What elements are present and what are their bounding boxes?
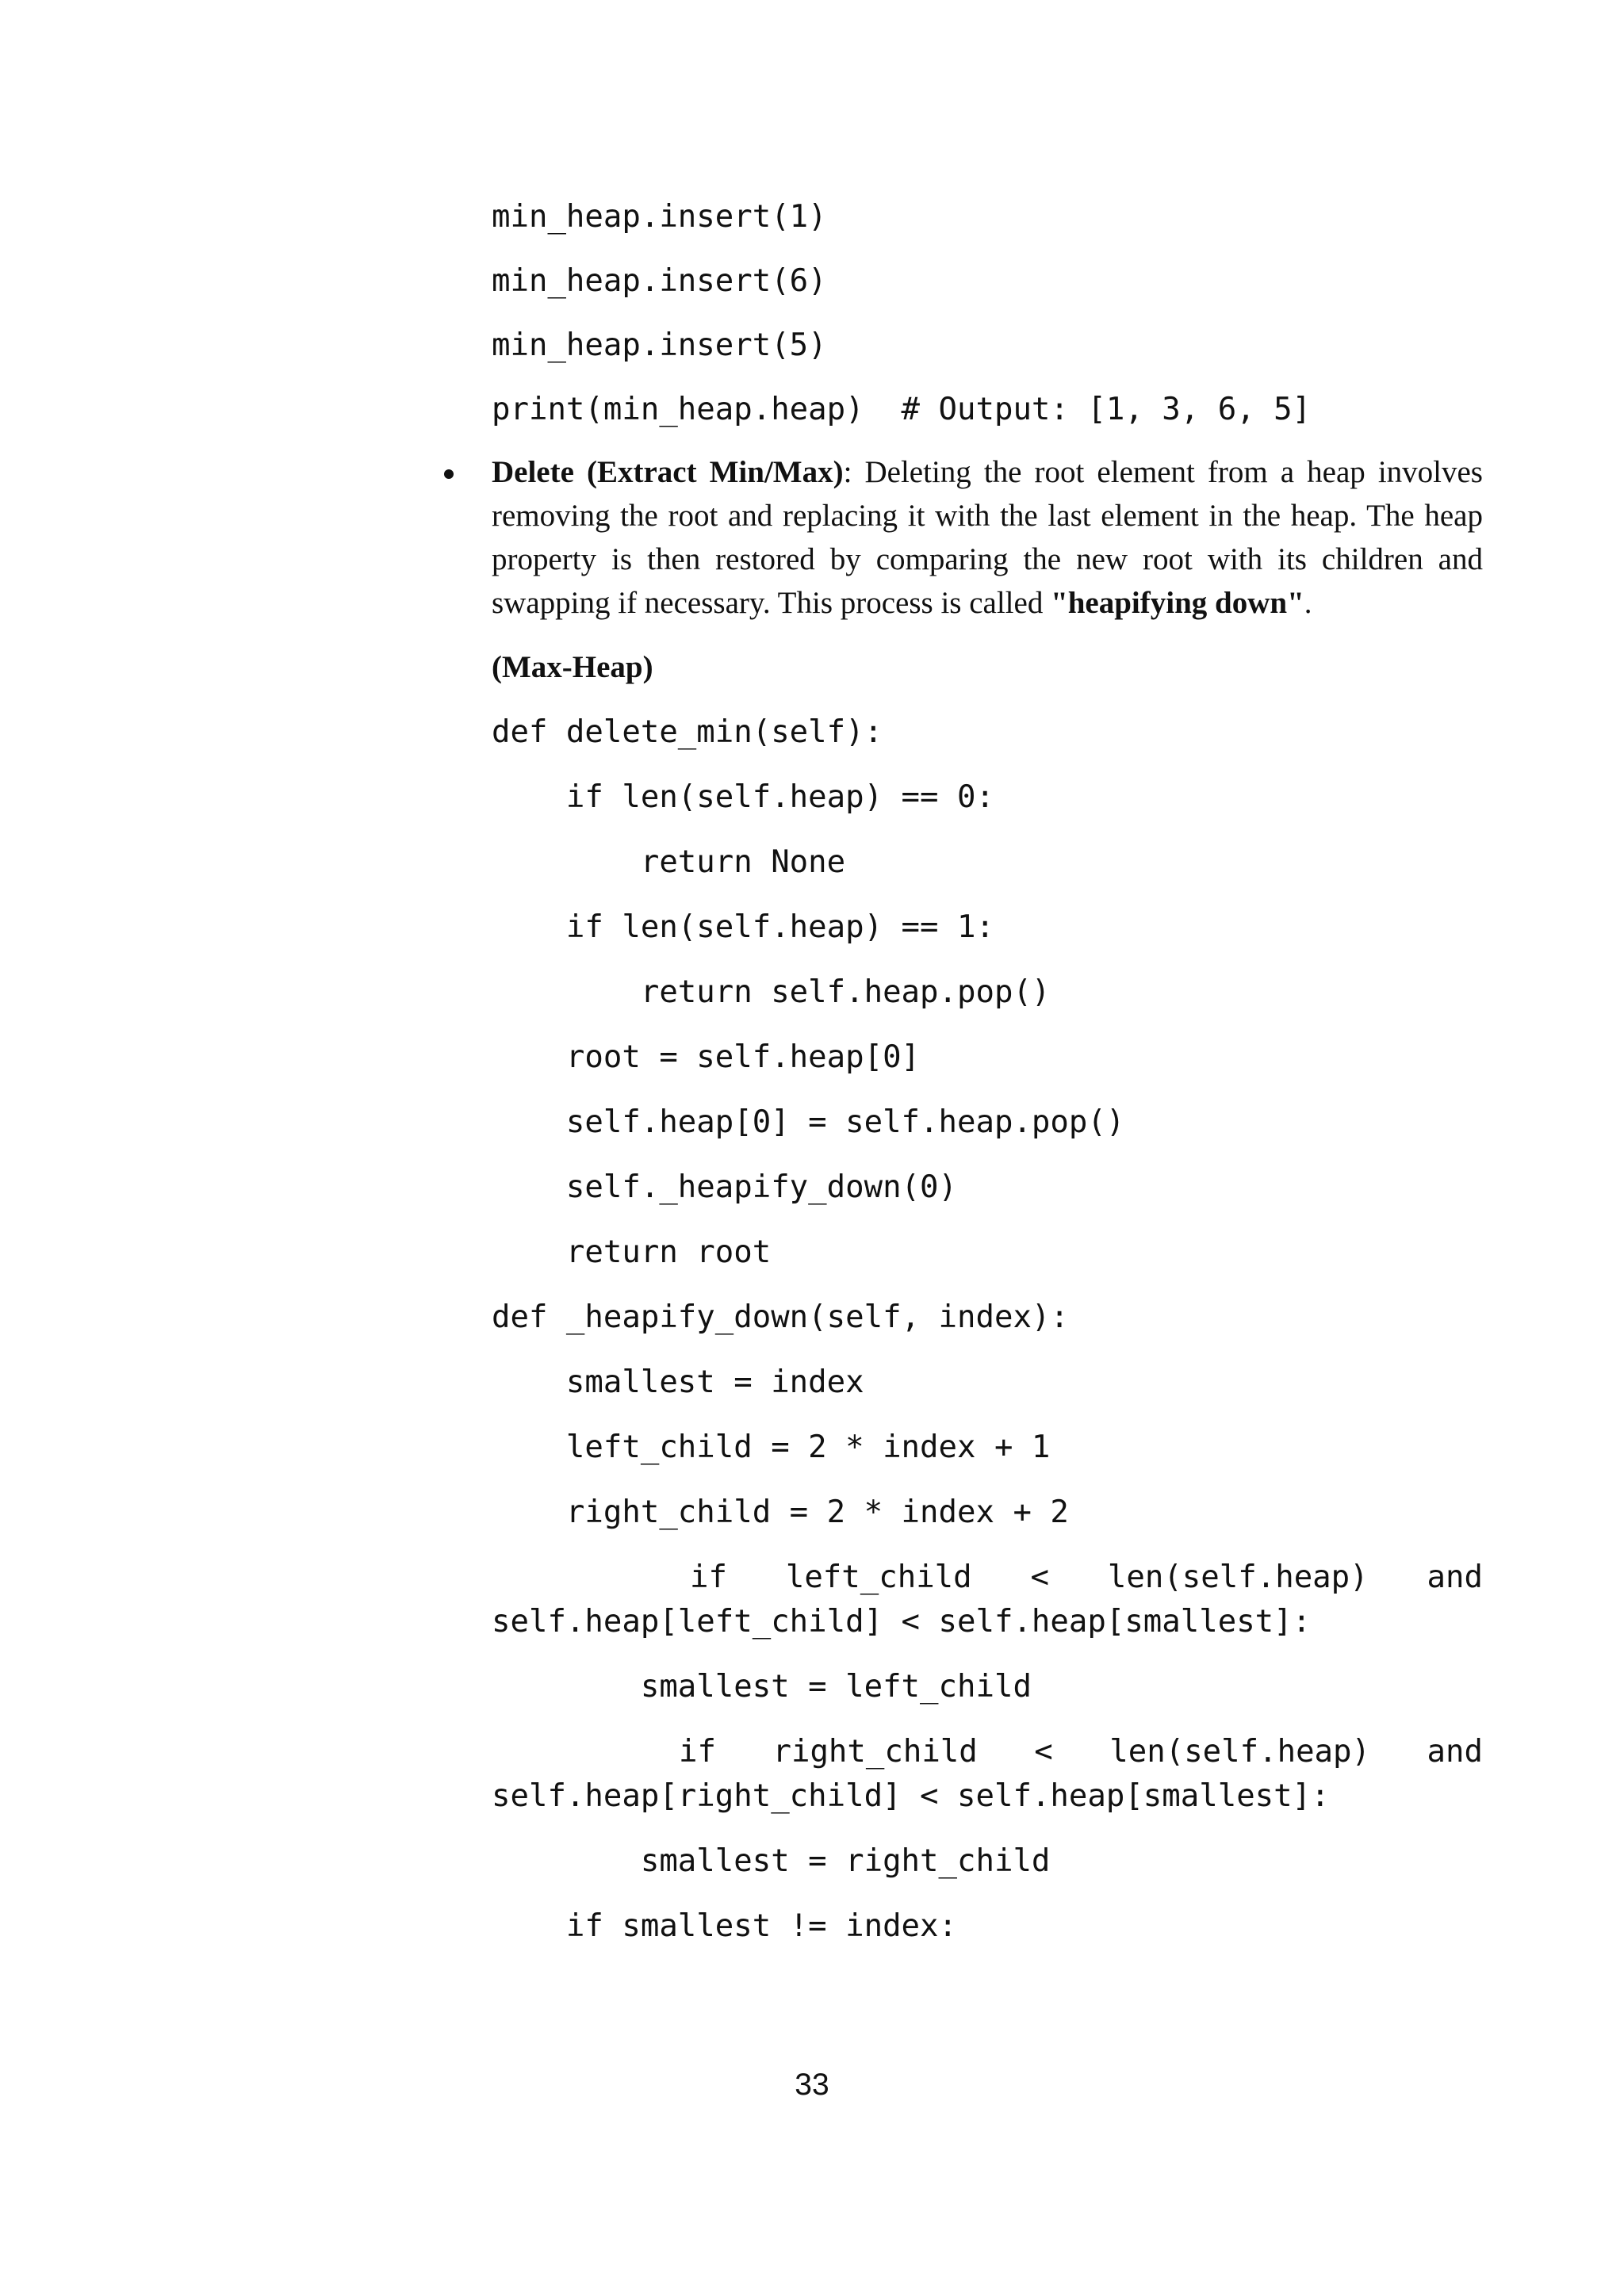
description-text: Deleting the root element from a heap involves removing the root and replacing it with the last element in the heap. The heap property is then restored by comparing the new root with its children and swapping if necessary. This process is called: [492, 455, 1483, 620]
code-line: return root: [492, 1234, 772, 1270]
delete-description: [492, 450, 1483, 625]
heapifying-down-emphasis: "heapifying down": [1051, 586, 1304, 620]
code-word: <: [1034, 1734, 1053, 1770]
code-word: and: [1427, 1734, 1483, 1770]
code-line: min_heap.insert(6): [492, 263, 827, 299]
bullet-icon: [444, 469, 454, 479]
code-word: <: [1030, 1559, 1050, 1595]
code-line: left_child = 2 * index + 1: [492, 1429, 1051, 1465]
code-line: smallest = right_child: [492, 1843, 1051, 1879]
max-heap-heading: (Max-Heap): [492, 650, 653, 684]
code-line-justified: [492, 1733, 1483, 1771]
code-line-justified: [492, 1559, 1483, 1597]
code-word: len(self.heap): [1109, 1734, 1371, 1770]
colon: :: [843, 455, 852, 489]
page-number: 33: [795, 2068, 829, 2102]
code-line: print(min_heap.heap) # Output: [1, 3, 6, 5]: [492, 392, 1312, 427]
code-line: def delete_min(self):: [492, 714, 883, 750]
period: .: [1304, 586, 1312, 620]
code-word: if: [679, 1734, 716, 1770]
code-word: left_child: [785, 1559, 972, 1595]
code-line: smallest = index: [492, 1364, 864, 1400]
code-line: self._heapify_down(0): [492, 1169, 957, 1205]
code-line: if len(self.heap) == 0:: [492, 779, 994, 815]
code-line: if len(self.heap) == 1:: [492, 909, 994, 945]
code-line: def _heapify_down(self, index):: [492, 1299, 1069, 1335]
code-line: min_heap.insert(5): [492, 327, 827, 363]
code-line: root = self.heap[0]: [492, 1039, 921, 1075]
code-line: self.heap[left_child] < self.heap[smallest]:: [492, 1604, 1312, 1640]
code-line: smallest = left_child: [492, 1669, 1032, 1705]
code-word: if: [690, 1559, 727, 1595]
code-line: min_heap.insert(1): [492, 199, 827, 235]
code-line: self.heap[0] = self.heap.pop(): [492, 1104, 1125, 1140]
code-word: and: [1427, 1559, 1483, 1595]
code-word: right_child: [772, 1734, 978, 1770]
code-line: return None: [492, 844, 846, 880]
code-line: right_child = 2 * index + 2: [492, 1494, 1069, 1530]
delete-term: Delete (Extract Min/Max): [492, 455, 844, 489]
code-word: len(self.heap): [1107, 1559, 1369, 1595]
code-line: self.heap[right_child] < self.heap[smallest]:: [492, 1778, 1330, 1814]
code-line: if smallest != index:: [492, 1908, 957, 1944]
code-line: return self.heap.pop(): [492, 974, 1051, 1010]
